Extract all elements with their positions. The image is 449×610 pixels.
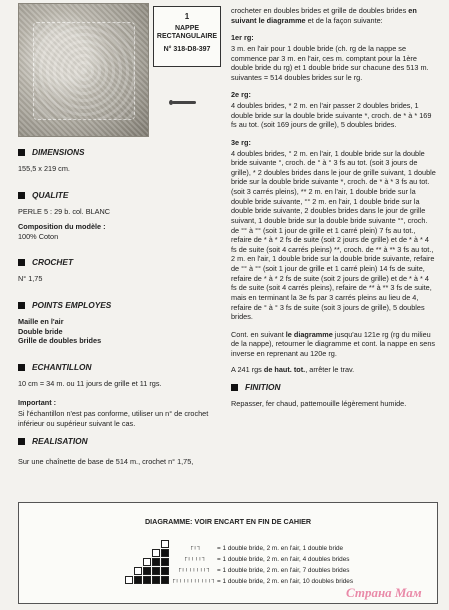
stitch-symbol-icon: ┌╷╷╷╷╷╷╷┐ xyxy=(177,566,211,572)
bullet-square-icon xyxy=(18,192,25,199)
bullet-square-icon xyxy=(231,384,238,391)
qualite-value: PERLE 5 : 29 b. col. BLANC xyxy=(18,206,111,216)
diagram-cell xyxy=(125,576,133,584)
crochet-heading: CROCHET xyxy=(18,257,222,268)
qualite-heading: QUALITE xyxy=(18,190,222,201)
diagram-cell xyxy=(161,549,169,557)
legend-line: = 1 double bride, 2 m. en l'air, 7 doubles brides xyxy=(217,567,350,574)
diagram-cell xyxy=(152,567,160,575)
stitch-symbol-icon: ┌╷╷╷╷┐ xyxy=(183,555,206,561)
diagram-cell xyxy=(134,576,142,584)
important-text: Si l'échantillon n'est pas conforme, utiliser un n° de crochet inférieur ou supérieur suivant le cas. xyxy=(18,408,209,428)
right-column xyxy=(231,6,436,415)
composition-value: 100% Coton xyxy=(18,231,59,241)
left-column xyxy=(18,147,222,473)
bullet-square-icon xyxy=(18,259,25,266)
lace-pattern xyxy=(33,22,135,120)
diagram-cell xyxy=(152,576,160,584)
composition-label: Composition du modèle : xyxy=(18,222,106,232)
dimensions-heading: DIMENSIONS xyxy=(18,147,222,158)
continue-paragraph: Cont. en suivant le diagramme jusqu'au 121e rg (rg du milieu de la nappe), retourner le diagramme et cont. la nappe en sens inverse en reprenant au 120e rg. xyxy=(231,329,436,358)
finition-heading: FINITION xyxy=(231,382,436,393)
finition-text: Repasser, fer chaud, pattemouille légèrement humide. xyxy=(231,399,407,409)
model-name-line1: NAPPE xyxy=(174,24,200,32)
bullet-square-icon xyxy=(18,302,25,309)
bullet-square-icon xyxy=(18,149,25,156)
row1-title: 1er rg: xyxy=(231,33,254,43)
crochet-hook-icon xyxy=(172,101,196,104)
bullet-square-icon xyxy=(18,364,25,371)
model-name-line2: RECTANGULAIRE xyxy=(156,32,218,40)
diagram-cell xyxy=(161,567,169,575)
row2-text: 4 doubles brides, * 2 m. en l'air passer 2 doubles brides, 1 double bride sur la double bride suivante *, croch. de * à * 169 fs au tot. (soit 169 jours de grille), 5 doubles brides. xyxy=(231,101,432,130)
echantillon-heading: ECHANTILLON xyxy=(18,362,222,373)
points-heading: POINTS EMPLOYES xyxy=(18,300,222,311)
row3-title: 3e rg: xyxy=(231,137,251,147)
row1-text: 3 m. en l'air pour 1 double bride (ch. rg de la nappe se commence par 3 m. en l'air, ces m. comptant pour la 1ère double bride du rg) et 1 double bride sur chacune des 513 m. suivantes = 514 doubles brides sur le rg. xyxy=(231,43,429,82)
model-reference: N° 318-D8-397 xyxy=(163,46,211,54)
bullet-square-icon xyxy=(18,438,25,445)
diagram-cell xyxy=(143,576,151,584)
diagram-cell xyxy=(161,558,169,566)
diagram-cell xyxy=(161,576,169,584)
row3-text: 4 doubles brides, ° 2 m. en l'air, 1 double bride sur la double bride suivante °, croch. de ° à ° 3 fs au tot. (soit 3 jours de grille), * 2 doubles brides dans le jour de grille suivant, 1 double bride sur la double bride suivante *, croch. de * à * 3 fs au tot. (soit 3 carrés pleins), ** 2 m. en l'air, 1 double bride sur la double bride suivante, °° 2 m. en l'air, 1 double bride sur la double bride suivante, 2 doubles brides dans le jour de grille suivant, 1 double bride sur la double bride suivante °°, croch. de °° à °° (soit 1 jour de grille et 1 carré plein) 7 fs au tot., refaire de * à * 2 fs de suite (soit 2 jours de grille) et de * à * 4 fs de suite (soit 4 carrés pleins) **, croch. de ** à ** 3 fs au tot., 2 m. en l'air, 1 double bride sur la double bride suivante, refaire de °° à °° (soit 1 jour de grille et 1 carré plein) 14 fs de suite, refaire de * à * 2 fs de suite (soit 2 jours de grille) et de * à * 4 fs de suite (soit 4 carrés pleins), refaire de ** à ** 3 fs de suite, mais en terminant la 3e fs par 3 carrés pleins au lieu de 4, refaire de ° à ° 3 fs de suite (soit 3 jours de grille), 5 doubles brides. xyxy=(231,148,436,322)
diagram-cell xyxy=(152,549,160,557)
legend-line: = 1 double bride, 2 m. en l'air, 4 doubles brides xyxy=(217,556,350,563)
tablecloth-photo xyxy=(18,3,149,137)
diagram-cell xyxy=(161,540,169,548)
diagram-cell xyxy=(143,567,151,575)
legend-line: = 1 double bride, 2 m. en l'air, 10 doubles brides xyxy=(217,578,354,585)
crochet-value: N° 1,75 xyxy=(18,274,43,284)
model-number: 1 xyxy=(184,12,190,21)
stitch-symbol-icon: ┌╷┐ xyxy=(189,544,202,550)
legend-line: = 1 double bride, 2 m. en l'air, 1 double bride xyxy=(217,545,344,552)
diagram-cell xyxy=(143,558,151,566)
important-label: Important : xyxy=(18,398,57,408)
row2-title: 2e rg: xyxy=(231,90,251,100)
diagram-cell xyxy=(152,558,160,566)
intro-paragraph: crocheter en doubles brides et grille de doubles brides en suivant le diagramme et de la façon suivante: xyxy=(231,6,417,25)
diagram-title: DIAGRAMME: VOIR ENCART EN FIN DE CAHIER xyxy=(144,517,312,526)
realisation-heading: REALISATION xyxy=(18,436,222,447)
watermark-logo: Страна Мам xyxy=(346,585,422,600)
point-item: Double bride xyxy=(18,326,63,336)
point-item: Maille en l'air xyxy=(18,316,64,326)
final-paragraph: A 241 rgs de haut. tot., arrêter le trav. xyxy=(231,364,355,374)
echantillon-value: 10 cm = 34 m. ou 11 jours de grille et 11 rgs. xyxy=(18,378,162,388)
realisation-text: Sur une chaînette de base de 514 m., crochet n° 1,75, xyxy=(18,457,194,467)
stitch-symbol-icon: ┌╷╷╷╷╷╷╷╷╷╷┐ xyxy=(171,577,216,583)
dimensions-value: 155,5 x 219 cm. xyxy=(18,163,70,173)
diagram-cell xyxy=(134,567,142,575)
point-item: Grille de doubles brides xyxy=(18,336,102,346)
model-id-box xyxy=(153,6,221,67)
